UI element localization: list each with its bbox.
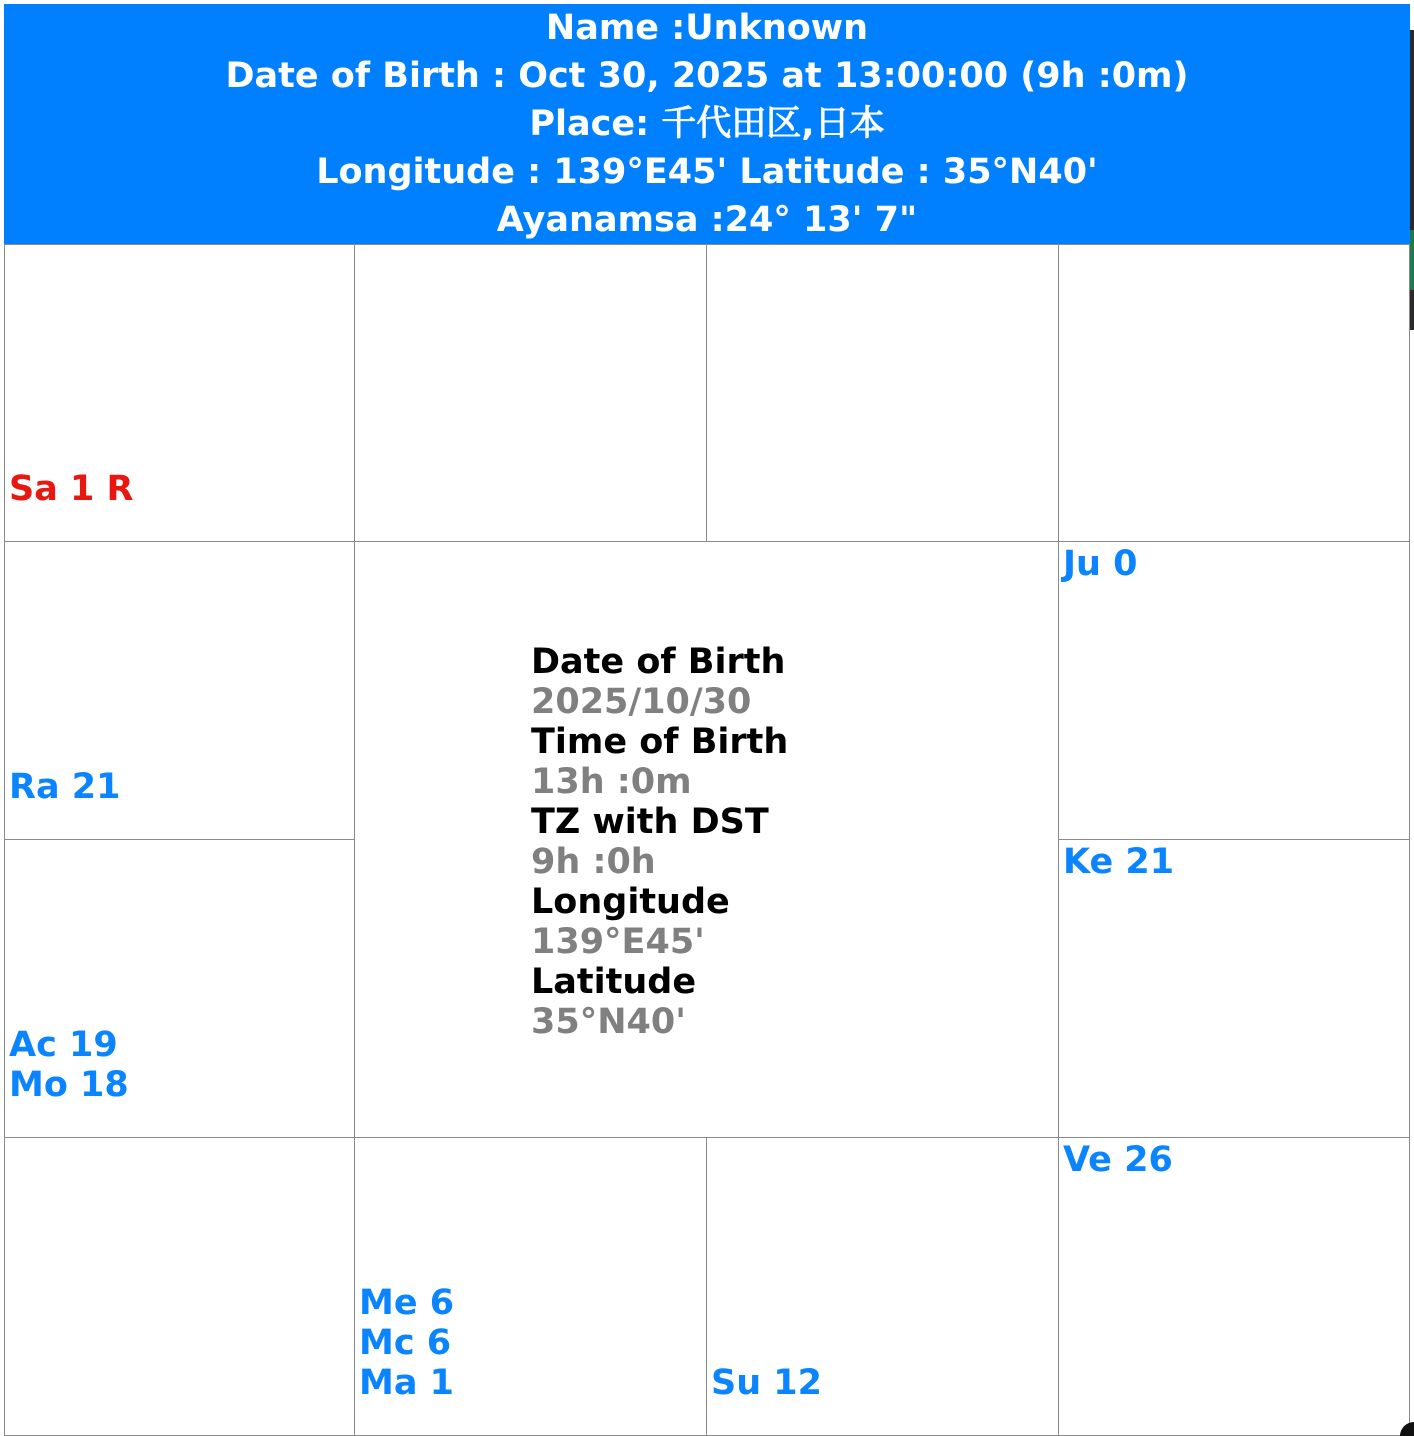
planet-saturn: Sa 1 R xyxy=(9,469,134,509)
coords-line: Longitude : 139°E45' Latitude : 35°N40' xyxy=(316,152,1098,192)
dob-label: Date of Birth xyxy=(531,642,786,682)
planet-list xyxy=(9,1025,129,1105)
tz-value: 9h :0h xyxy=(531,842,656,882)
house-cell[interactable] xyxy=(1058,1137,1410,1436)
chart-header xyxy=(4,4,1410,244)
planet-rahu: Ra 21 xyxy=(9,767,121,807)
planet-midheaven: Mc 6 xyxy=(359,1323,452,1363)
house-cell[interactable] xyxy=(4,839,355,1138)
latitude-label: Latitude xyxy=(531,962,697,1002)
house-cell[interactable] xyxy=(4,244,355,542)
planet-mercury: Me 6 xyxy=(359,1283,455,1323)
planet-list xyxy=(1063,842,1174,882)
house-cell[interactable] xyxy=(4,1137,355,1436)
planet-list xyxy=(9,469,134,509)
tob-value: 13h :0m xyxy=(531,762,692,802)
house-cell[interactable] xyxy=(354,1137,707,1436)
house-cell[interactable] xyxy=(1058,839,1410,1138)
planet-list xyxy=(1063,544,1137,584)
house-cell[interactable] xyxy=(4,541,355,840)
longitude-label: Longitude xyxy=(531,882,730,922)
house-cell[interactable] xyxy=(354,244,707,542)
tz-label: TZ with DST xyxy=(531,802,769,842)
planet-list xyxy=(9,767,120,807)
house-cell[interactable] xyxy=(1058,541,1410,840)
planet-list xyxy=(359,1283,454,1403)
tob-label: Time of Birth xyxy=(531,722,789,762)
planet-list xyxy=(1063,1140,1173,1180)
window-edge-accent xyxy=(1410,230,1414,290)
planet-mars: Ma 1 xyxy=(359,1363,454,1403)
planet-ketu: Ke 21 xyxy=(1063,842,1175,882)
house-cell[interactable] xyxy=(706,244,1059,542)
planet-sun: Su 12 xyxy=(711,1363,823,1403)
planet-list xyxy=(711,1363,822,1403)
birth-details xyxy=(531,642,788,1042)
planet-venus: Ve 26 xyxy=(1063,1140,1173,1180)
south-indian-chart xyxy=(4,244,1410,1436)
dob-line: Date of Birth : Oct 30, 2025 at 13:00:00 (9h :0m) xyxy=(225,56,1189,96)
longitude-value: 139°E45' xyxy=(531,922,705,962)
house-cell[interactable] xyxy=(706,1137,1059,1436)
planet-moon: Mo 18 xyxy=(9,1065,129,1105)
latitude-value: 35°N40' xyxy=(531,1002,686,1042)
place-line: Place: 千代田区,日本 xyxy=(529,104,885,144)
house-cell[interactable] xyxy=(1058,244,1410,542)
ayanamsa-line: Ayanamsa :24° 13' 7" xyxy=(496,200,918,240)
planet-jupiter: Ju 0 xyxy=(1063,544,1138,584)
chart-center xyxy=(354,541,1059,1138)
planet-ascendant: Ac 19 xyxy=(9,1025,118,1065)
name-line: Name :Unknown xyxy=(545,8,869,48)
dob-value: 2025/10/30 xyxy=(531,682,752,722)
